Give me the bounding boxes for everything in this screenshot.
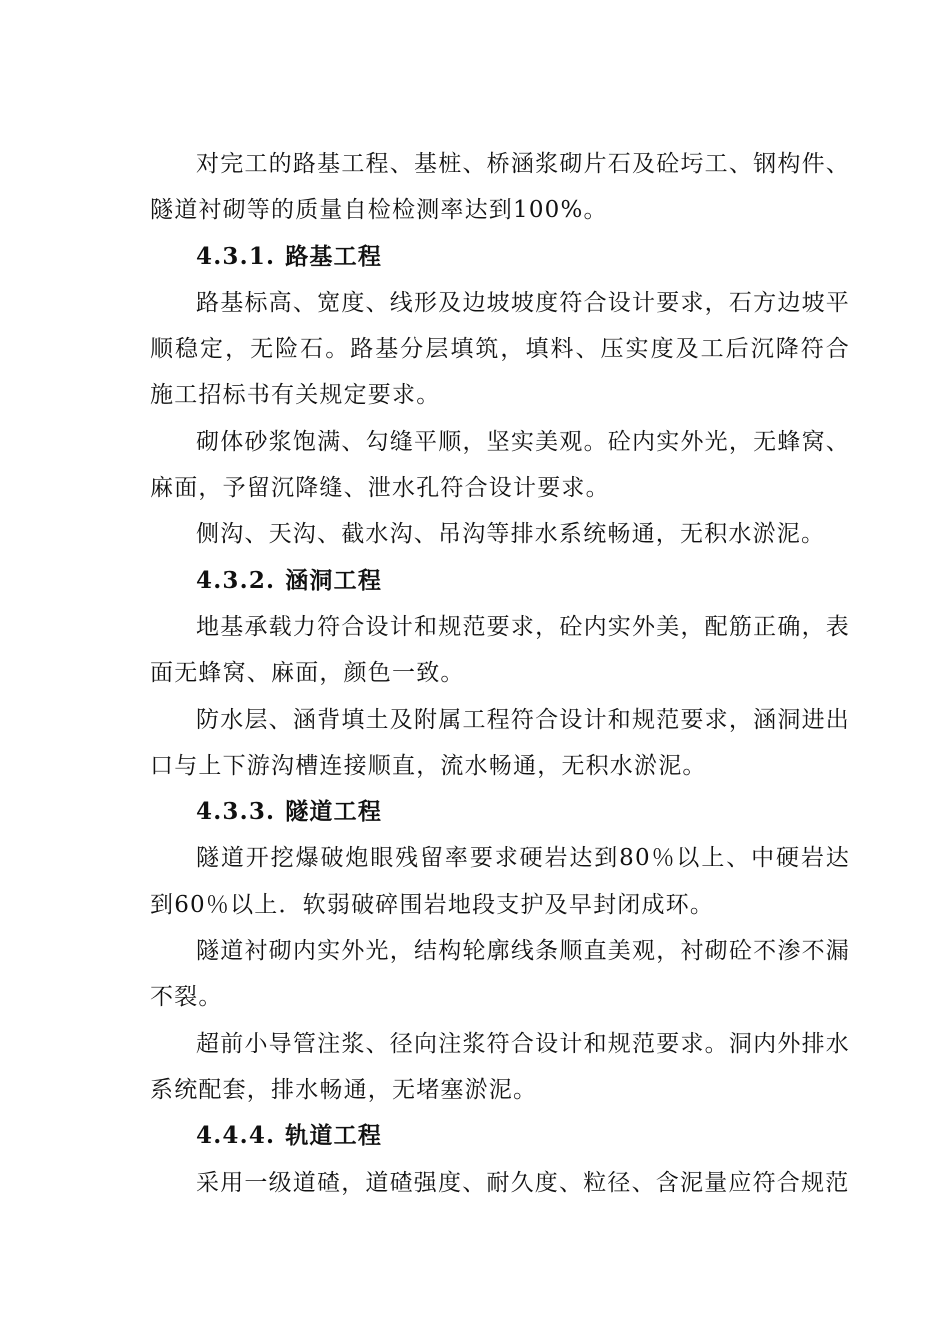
paragraph-tunnel-lining: 隧道衬砌内实外光，结构轮廓线条顺直美观，衬砌砼不渗不漏不裂。 — [150, 938, 850, 1011]
heading-title: 涵洞工程 — [285, 566, 383, 594]
paragraph-ballast: 采用一级道碴，道碴强度、耐久度、粒径、含泥量应符合规范 — [196, 1169, 850, 1196]
heading-number: 4.3.2. — [196, 566, 276, 594]
heading-number: 4.3.3. — [196, 798, 276, 826]
paragraph-masonry: 砌体砂浆饱满、勾缝平顺，坚实美观。砼内实外光，无蜂窝、麻面，予留沉降缝、泄水孔符合设计要求。 — [150, 428, 850, 502]
heading-title: 隧道工程 — [285, 798, 383, 826]
heading-title: 路基工程 — [285, 242, 383, 270]
heading-culvert — [150, 558, 850, 604]
heading-tunnel — [150, 789, 850, 835]
paragraph-grouting: 超前小导管注浆、径向注浆符合设计和规范要求。洞内外排水系统配套，排水畅通，无堵塞淤泥。 — [150, 1030, 850, 1103]
paragraph-drainage: 侧沟、天沟、截水沟、吊沟等排水系统畅通，无积水淤泥。 — [196, 521, 826, 548]
heading-title: 轨道工程 — [285, 1122, 383, 1150]
paragraph-tunnel-blasting: 隧道开挖爆破炮眼残留率要求硬岩达到80％以上、中硬岩达到60％以上．软弱破碎围岩地段支护及早封闭成环。 — [150, 845, 850, 918]
heading-number: 4.3.1. — [196, 242, 276, 270]
heading-track — [150, 1113, 850, 1159]
paragraph-self-inspection: 对完工的路基工程、基桩、桥涵浆砌片石及砼圬工、钢构件、隧道衬砌等的质量自检检测率达到100%。 — [150, 151, 850, 224]
heading-number: 4.4.4. — [196, 1122, 276, 1150]
paragraph-waterproof-layer: 防水层、涵背填土及附属工程符合设计和规范要求，涵洞进出口与上下游沟槽连接顺直，流水畅通，无积水淤泥。 — [150, 706, 850, 779]
heading-subgrade — [150, 234, 850, 280]
paragraph-foundation-capacity: 地基承载力符合设计和规范要求，砼内实外美，配筋正确，表面无蜂窝、麻面，颜色一致。 — [150, 613, 850, 687]
paragraph-subgrade-elevation: 路基标高、宽度、线形及边坡坡度符合设计要求，石方边坡平顺稳定，无险石。路基分层填筑，填料、压实度及工后沉降符合施工招标书有关规定要求。 — [150, 289, 850, 409]
document-body — [150, 141, 850, 1206]
